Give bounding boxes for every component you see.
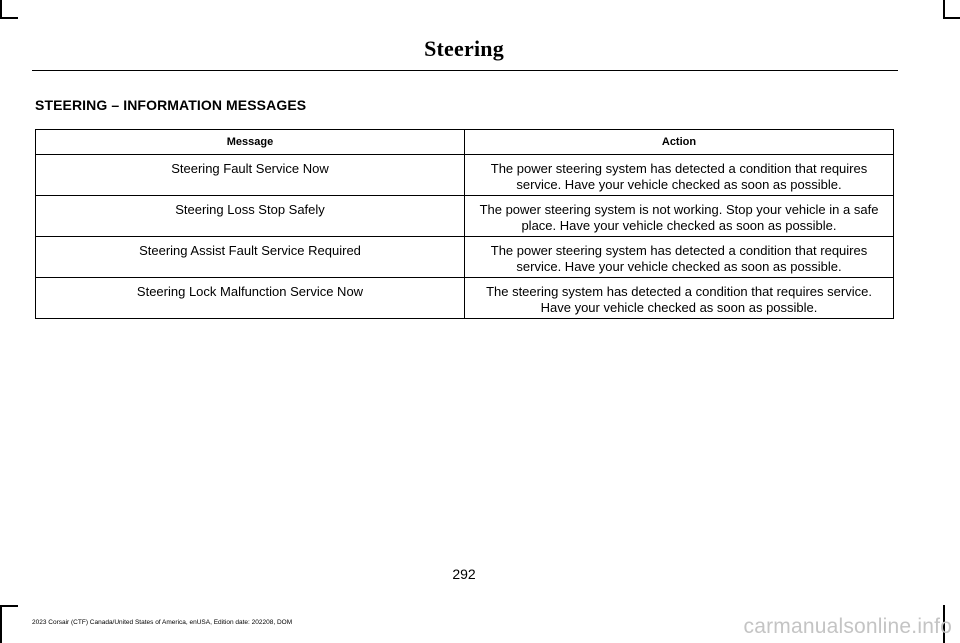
- message-cell: Steering Fault Service Now: [36, 155, 465, 196]
- column-header-message: Message: [36, 130, 465, 155]
- table-row: [36, 155, 894, 196]
- crop-mark-top-left-vertical: [0, 0, 2, 18]
- edition-footer: 2023 Corsair (CTF) Canada/United States of America, enUSA, Edition date: 202208, DOM: [32, 619, 293, 626]
- action-line: The power steering system is not working. Stop your vehicle in a safe: [479, 202, 879, 217]
- watermark-link[interactable]: carmanualsonline.info: [743, 615, 952, 638]
- page-number: 292: [452, 566, 476, 582]
- table-row: [36, 237, 894, 278]
- action-cell: [465, 196, 894, 237]
- crop-mark-bottom-left-horizontal: [0, 605, 18, 607]
- header-divider: [32, 70, 898, 71]
- page-header-title: Steering: [424, 36, 504, 61]
- action-line: Have your vehicle checked as soon as possible.: [540, 300, 818, 315]
- table-row: [36, 278, 894, 319]
- action-line: The steering system has detected a condition that requires service.: [486, 284, 872, 299]
- crop-mark-top-right-horizontal: [943, 17, 960, 19]
- message-cell: Steering Loss Stop Safely: [36, 196, 465, 237]
- action-line: The power steering system has detected a condition that requires: [490, 161, 868, 176]
- crop-mark-top-right-vertical: [943, 0, 945, 18]
- column-header-action: Action: [465, 130, 894, 155]
- crop-mark-bottom-left-vertical: [0, 605, 2, 643]
- action-cell: [465, 237, 894, 278]
- table-row: [36, 196, 894, 237]
- action-line: service. Have your vehicle checked as soon as possible.: [516, 259, 842, 274]
- action-line: service. Have your vehicle checked as soon as possible.: [516, 177, 842, 192]
- section-heading: STEERING – INFORMATION MESSAGES: [35, 97, 307, 113]
- table-header-row: [36, 130, 894, 155]
- crop-mark-top-left-horizontal: [0, 17, 18, 19]
- action-line: place. Have your vehicle checked as soon as possible.: [521, 218, 837, 233]
- information-messages-table: [35, 129, 894, 319]
- action-cell: [465, 278, 894, 319]
- action-cell: [465, 155, 894, 196]
- message-cell: Steering Lock Malfunction Service Now: [36, 278, 465, 319]
- message-cell: Steering Assist Fault Service Required: [36, 237, 465, 278]
- action-line: The power steering system has detected a condition that requires: [490, 243, 868, 258]
